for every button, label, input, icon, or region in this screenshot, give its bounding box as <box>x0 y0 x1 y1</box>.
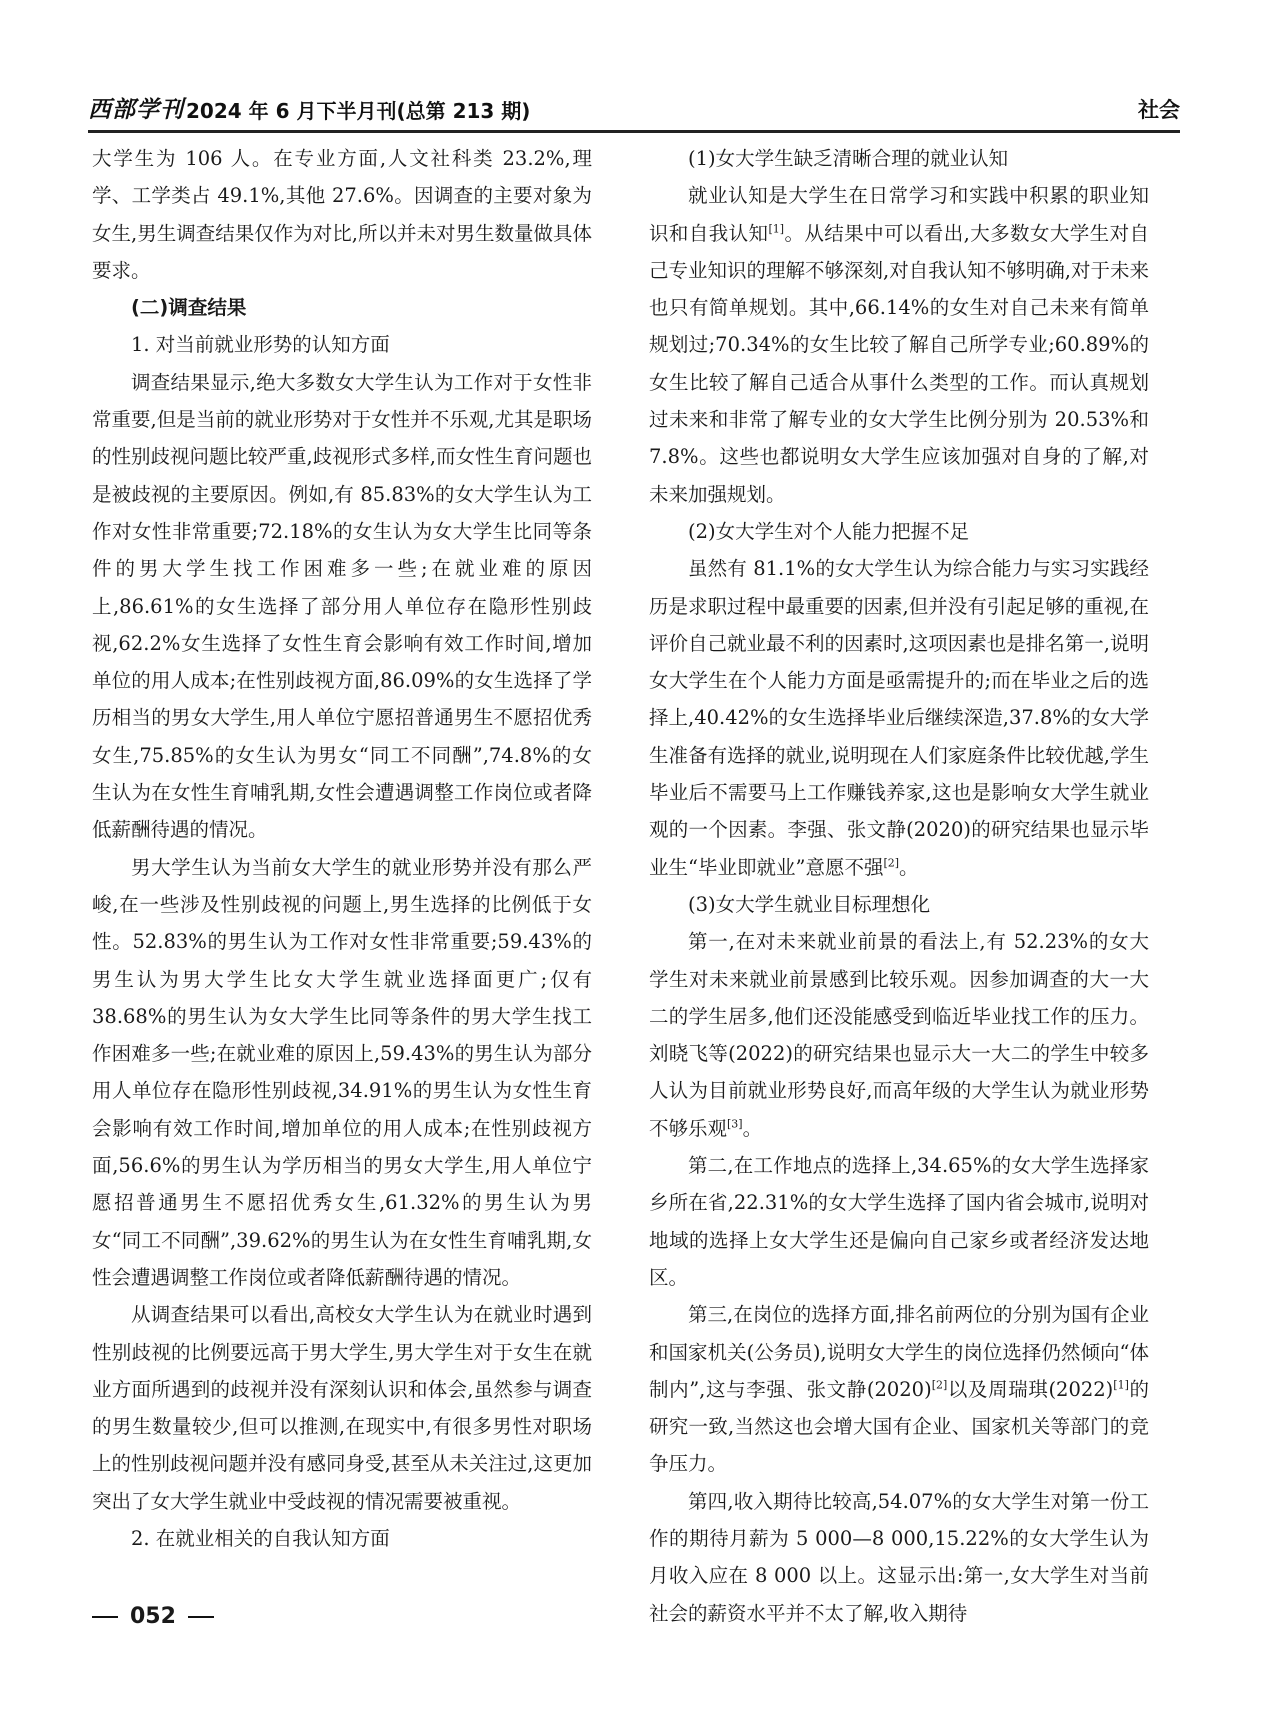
section-label: 社会 <box>1138 98 1180 122</box>
paragraph-text: 。 <box>899 855 919 879</box>
header-left <box>88 91 530 124</box>
paragraph <box>649 1296 1149 1482</box>
paragraph: 调查结果显示,绝大多数女大学生认为工作对于女性非常重要,但是当前的就业形势对于女性并不乐观,尤其是职场的性别歧视问题比较严重,歧视形式多样,而女性生育问题也是被歧视的主要原因。例如,有 85.83%的女大学生认为工作对女性非常重要;72.18%的女生认为女大学生比同等条件的男大学生找工作困难多一些;在就业难的原因上,86.61%的女生选择了部分用人单位存在隐形性别歧视,62.2%女生选择了女性生育会影响有效工作时间,增加单位的用人成本;在性别歧视方面,86.09%的女生选择了学历相当的男女大学生,用人单位宁愿招普通男生不愿招优秀女生,75.85%的女生认为男女“同工不同酬”,74.8%的女生认为在女性生育哺乳期,女性会遭遇调整工作岗位或者降低薪酬待遇的情况。 <box>92 370 592 842</box>
page-number: 052 <box>130 1604 176 1629</box>
paragraph: 第二,在工作地点的选择上,34.65%的女大学生选择家乡所在省,22.31%的女大学生选择了国内省会城市,说明对地域的选择上女大学生还是偏向自己家乡或者经济发达地区。 <box>649 1154 1149 1289</box>
citation: [2] <box>883 856 900 870</box>
paragraph-text: 第一,在对未来就业前景的看法上,有 52.23%的女大学生对未来就业前景感到比较乐观。因参加调查的大一大二的学生居多,他们还没能感受到临近毕业找工作的压力。刘晓飞等(2022)的研究结果也显示大一大二的学生中较多人认为目前就业形势良好,而高年级的大学生认为就业形势不够乐观 <box>649 930 1149 1140</box>
footer-dash-left <box>92 1616 118 1618</box>
paragraph-text: 第三,在岗位的选择方面,排名前两位的分别为国有企业和国家机关(公务员),说明女大学生的岗位选择仍然倾向“体制内”,这与李强、张文静(2020) <box>649 1303 1149 1401</box>
subheading: (3)女大学生就业目标理想化 <box>688 892 931 916</box>
page-footer <box>92 1604 214 1629</box>
citation: [1] <box>768 222 785 236</box>
left-column <box>92 140 592 1557</box>
issue-info: 2024 年 6 月下半月刊(总第 213 期) <box>186 99 531 123</box>
right-column <box>649 140 1149 1632</box>
subheading: 1. 对当前就业形势的认知方面 <box>131 333 390 357</box>
paragraph: 男大学生认为当前女大学生的就业形势并没有那么严峻,在一些涉及性别歧视的问题上,男生选择的比例低于女性。52.83%的男生认为工作对女性非常重要;59.43%的男生认为男大学生比女大学生就业选择面更广;仅有 38.68%的男生认为女大学生比同等条件的男大学生找工作困难多一些;在就业难的原因上,59.43%的男生认为部分用人单位存在隐形性别歧视,34.91%的男生认为女性生育会影响有效工作时间,增加单位的用人成本;在性别歧视方面,56.6%的男生认为学历相当的男女大学生,用人单位宁愿招普通男生不愿招优秀女生,61.32%的男生认为男女“同工不同酬”,39.62%的男生认为在女性生育哺乳期,女性会遭遇调整工作岗位或者降低薪酬待遇的情况。 <box>92 855 592 1289</box>
citation: [1] <box>1113 1378 1129 1392</box>
subheading: 2. 在就业相关的自我认知方面 <box>131 1526 390 1550</box>
paragraph <box>649 177 1149 513</box>
paragraph: 第四,收入期待比较高,54.07%的女大学生对第一份工作的期待月薪为 5 000—8 000,15.22%的女大学生认为月收入应在 8 000 以上。这显示出:第一,女大学生对当前社会的薪资水平并不太了解,收入期待 <box>649 1489 1149 1625</box>
subheading: (2)女大学生对个人能力把握不足 <box>688 519 970 543</box>
subheading: (1)女大学生缺乏清晰合理的就业认知 <box>688 147 1009 170</box>
paragraph: 从调查结果可以看出,高校女大学生认为在就业时遇到性别歧视的比例要远高于男大学生,男大学生对于女生在就业方面所遇到的歧视并没有深刻认识和体会,虽然参与调查的男生数量较少,但可以推测,在现实中,有很多男性对职场上的性别歧视问题并没有感同身受,甚至从未关注过,这更加突出了女大学生就业中受歧视的情况需要被重视。 <box>92 1303 592 1513</box>
journal-logo: 西部学刊 <box>88 96 184 123</box>
citation: [2] <box>931 1378 948 1392</box>
paragraph <box>649 550 1149 886</box>
paragraph-text: 。从结果中可以看出,大多数女大学生对自己专业知识的理解不够深刻,对自我认知不够明确,对于未来也只有简单规划。其中,66.14%的女生对自己未来有简单规划过;70.34%的女生比较了解自己所学专业;60.89%的女生比较了解自己适合从事什么类型的工作。而认真规划过未来和非常了解专业的女大学生比例分别为 20.53%和 7.8%。这些也都说明女大学生应该加强对自身的了解,对未来加强规划。 <box>649 221 1149 506</box>
paragraph <box>649 923 1149 1147</box>
footer-dash-right <box>188 1616 214 1618</box>
paragraph-text: 的研究一致,当然这也会增大国有企业、国家机关等部门的竞争压力。 <box>649 1377 1149 1476</box>
paragraph-text: 虽然有 81.1%的女大学生认为综合能力与实习实践经历是求职过程中最重要的因素,但并没有引起足够的重视,在评价自己就业最不利的因素时,这项因素也是排名第一,说明女大学生在个人能力方面是亟需提升的;而在毕业之后的选择上,40.42%的女生选择毕业后继续深造,37.8%的女大学生准备有选择的就业,说明现在人们家庭条件比较优越,学生毕业后不需要马上工作赚钱养家,这也是影响女大学生就业观的一个因素。李强、张文静(2020)的研究结果也显示毕业生“毕业即就业”意愿不强 <box>649 557 1149 879</box>
paragraph-text: 就业认知是大学生在日常学习和实践中积累的职业知识和自我认知 <box>649 184 1149 245</box>
citation: [3] <box>727 1117 743 1131</box>
page-header <box>88 84 1180 133</box>
paragraph: 大学生为 106 人。在专业方面,人文社科类 23.2%,理学、工学类占 49.1%,其他 27.6%。因调查的主要对象为女生,男生调查结果仅作为对比,所以并未对男生数量做具体要求。 <box>92 147 592 282</box>
paragraph-text: 以及周瑞琪(2022) <box>947 1377 1114 1401</box>
paragraph-text: 。 <box>742 1116 763 1140</box>
section-heading: (二)调查结果 <box>131 296 247 320</box>
